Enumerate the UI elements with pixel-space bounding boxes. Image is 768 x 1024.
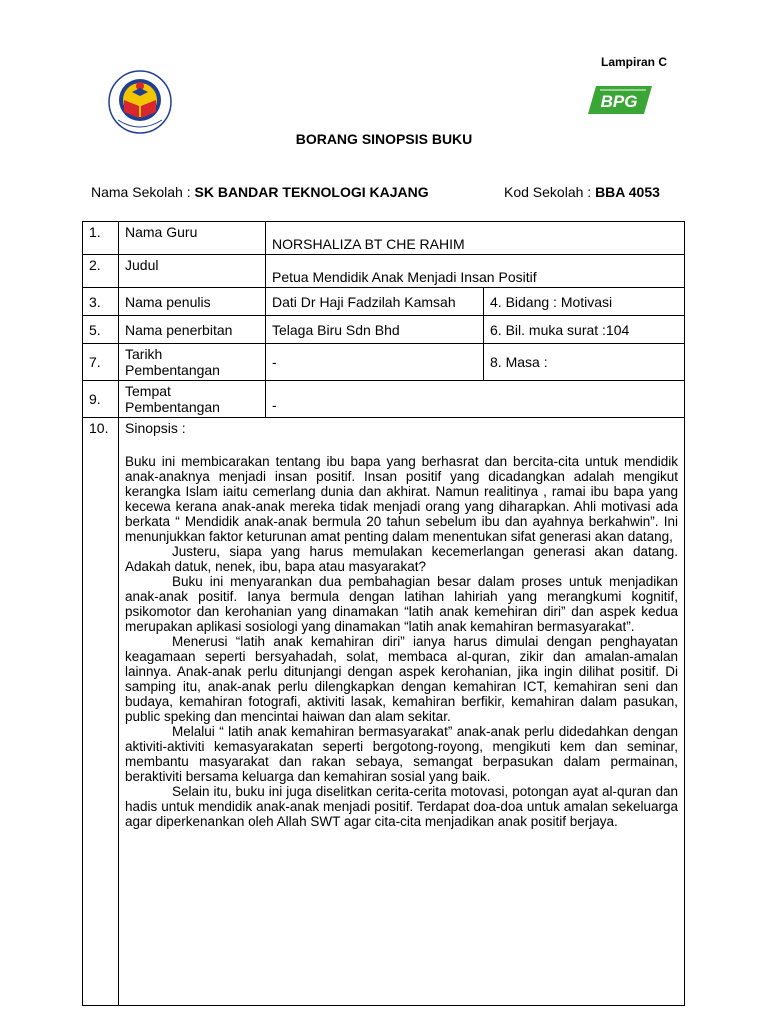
synopsis-field[interactable] xyxy=(119,418,685,1006)
table-row xyxy=(83,222,685,255)
synopsis-paragraph: Buku ini menyarankan dua pembahagian besar dalam proses untuk menjadikan anak-anak positif. Ianya bermula dengan latihan lahiriah yang merangkumi kognitif, psikomotor dan kerohanian yang dinamakan “latih anak kemehiran diri” dan aspek kedua merupakan aplikasi sosiologi yang dinamakan “latih anak kemahiran bermasyarakat”. xyxy=(125,574,678,634)
svg-text:BPG: BPG xyxy=(600,92,638,111)
row-number: 3. xyxy=(83,288,119,316)
table-row xyxy=(83,316,685,344)
row-label: Nama penulis xyxy=(119,288,266,316)
table-row xyxy=(83,418,685,1006)
row-number: 10. xyxy=(83,418,119,1006)
author-field[interactable]: Dati Dr Haji Fadzilah Kamsah xyxy=(266,288,484,316)
table-row xyxy=(83,288,685,316)
presentation-date-field[interactable]: - xyxy=(266,344,484,381)
row-number: 9. xyxy=(83,381,119,418)
school-name: SK BANDAR TEKNOLOGI KAJANG xyxy=(194,184,429,200)
table-row xyxy=(83,344,685,381)
synopsis-paragraph: Melalui “ latih anak kemahiran bermasyarakat” anak-anak perlu didedahkan dengan aktiviti-aktiviti kemasyarakatan seperti bergotong-royong, mengikuti kem dan seminar, membantu masyarakat dan rakan sebaya, semangat berpasukan dalam permainan, beraktiviti bersama keluarga dan kemahiran sosial yang baik. xyxy=(125,724,678,784)
row-number: 2. xyxy=(83,255,119,288)
synopsis-form-table xyxy=(82,221,685,1006)
school-code-label: Kod Sekolah : xyxy=(504,184,596,200)
time-field[interactable]: 8. Masa : xyxy=(484,344,685,381)
row-number: 5. xyxy=(83,316,119,344)
teacher-name-field[interactable]: NORSHALIZA BT CHE RAHIM xyxy=(266,222,685,255)
table-row xyxy=(83,381,685,418)
row-label: Nama penerbitan xyxy=(119,316,266,344)
page-count-field[interactable]: 6. Bil. muka surat :104 xyxy=(484,316,685,344)
synopsis-paragraph: Justeru, siapa yang harus memulakan kecemerlangan generasi akan datang. Adakah datuk, nenek, ibu, bapa atau masyarakat? xyxy=(125,544,678,574)
row-label: Tempat Pembentangan xyxy=(119,381,266,418)
synopsis-label: Sinopsis : xyxy=(125,420,186,436)
publisher-field[interactable]: Telaga Biru Sdn Bhd xyxy=(266,316,484,344)
table-row xyxy=(83,255,685,288)
school-label: Nama Sekolah : xyxy=(91,184,195,200)
row-number: 1. xyxy=(83,222,119,255)
row-number: 7. xyxy=(83,344,119,381)
school-name-line xyxy=(91,184,429,200)
school-code-line xyxy=(504,184,660,200)
row-label: Nama Guru xyxy=(119,222,266,255)
presentation-venue-field[interactable]: - xyxy=(266,381,685,418)
synopsis-paragraph: Menerusi “latih anak kemahiran diri” ianya harus dimulai dengan penghayatan keagamaan seperti bersyahadah, solat, membaca al-quran, zikir dan amalan-amalan lainnya. Anak-anak perlu ditunjangi dengan aspek kerohanian, jika ingin dilihat positif. Di samping itu, anak-anak perlu dilengkapkan dengan kemahiran ICT, kemahiran seni dan budaya, kemahiran fotografi, aktiviti lasak, kemahiran berfikir, kemahiran dalam pasukan, public speking dan mencintai haiwan dan alam sekitar. xyxy=(125,634,678,724)
lampiran-label: Lampiran C xyxy=(601,55,668,69)
kpm-logo-icon xyxy=(108,70,172,134)
title-field[interactable]: Petua Mendidik Anak Menjadi Insan Positif xyxy=(266,255,685,288)
field-of-study[interactable]: 4. Bidang : Motivasi xyxy=(484,288,685,316)
synopsis-paragraph: Buku ini membicarakan tentang ibu bapa yang berhasrat dan bercita-cita untuk mendidik anak-anaknya menjadi insan positif. Insan positif yang dicadangkan adalah mengikut kerangka Islam iaitu cemerlang dunia dan akhirat. Namun realitinya , ramai ibu bapa yang kecewa kerana anak-anak mereka tidak menjadi orang yang diharapkan. Ahli motivasi ada berkata “ Mendidik anak-anak bermula 20 tahun sebelum ibu dan ayahnya berkahwin”. Ini menunjukkan faktor keturunan amat penting dalam menentukan sifat generasi akan datang, xyxy=(125,454,678,544)
form-title: BORANG SINOPSIS BUKU xyxy=(295,131,473,147)
row-label: Tarikh Pembentangan xyxy=(119,344,266,381)
row-label: Judul xyxy=(119,255,266,288)
bpg-logo-icon xyxy=(586,82,654,118)
school-code: BBA 4053 xyxy=(595,184,660,200)
synopsis-paragraph: Selain itu, buku ini juga diselitkan cerita-cerita motovasi, potongan ayat al-quran dan hadis untuk mendidik anak-anak menjadi positif. Terdapat doa-doa untuk amalan sekeluarga agar diperkenankan oleh Allah SWT agar cita-cita menjadikan anak positif berjaya. xyxy=(125,784,678,829)
